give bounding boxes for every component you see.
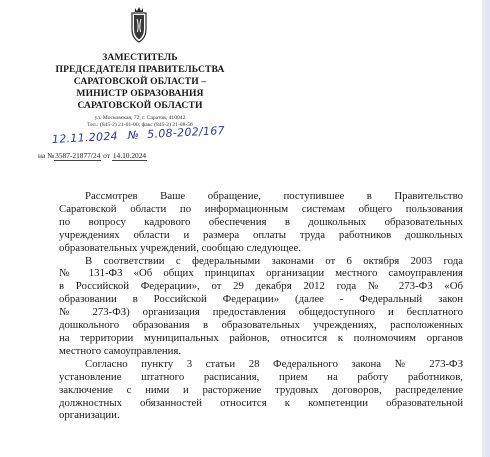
handwritten-number: 5.08-202/167: [146, 123, 226, 142]
body-line: местного самоуправления.: [59, 344, 182, 357]
coat-of-arms-icon: [128, 5, 150, 45]
handwritten-date: 12.11.2024: [51, 129, 119, 146]
handwritten-number-prefix: №: [127, 128, 140, 143]
body-line: Рассмотрев Ваше обращение, поступившее в Правительство: [85, 190, 463, 202]
reference-date: 14.10.2024: [112, 151, 147, 160]
body-line: установление штатного расписания, прием на работу работников,: [59, 370, 463, 383]
body-line: Саратовской области по информационным системам общего пользования: [59, 202, 463, 215]
body-line: Согласно пункту 3 статьи 28 Федерального закона № 273-ФЗ: [85, 357, 463, 370]
address-line: Тел.: (845-2) 21-01-00; факс (845-2) 21-08-56: [87, 122, 193, 128]
body-line: организации.: [59, 409, 120, 422]
body-line: в Российской Федерации», от 29 декабря 2012 года № 273-ФЗ «Об: [59, 280, 463, 293]
body-line: на территории муниципальных районов, относится к полномочиям органов: [59, 331, 463, 344]
reference-line: [38, 151, 147, 160]
letter-body: [59, 190, 463, 422]
title-line: САРАТОВСКОЙ ОБЛАСТИ –: [73, 76, 207, 87]
address-line: ул. Московская, 72, г. Саратов, 410042: [94, 115, 186, 121]
reference-prefix: на №: [38, 151, 55, 160]
sender-title: [40, 52, 240, 112]
body-line: В соответствии с федеральными законами от 6 октября 2003 года: [85, 254, 463, 267]
reference-number: 3587-21877/24: [55, 151, 101, 160]
title-line: САРАТОВСКОЙ ОБЛАСТИ: [77, 100, 203, 111]
body-line: дошкольного образования в образовательных учреждениях, расположенных: [59, 319, 463, 332]
title-line: ЗАМЕСТИТЕЛЬ: [102, 52, 178, 63]
body-line: учреждениях области и размера оплаты труда работников дошкольных: [59, 228, 463, 241]
page-edge: [482, 0, 490, 457]
body-line: № 273-ФЗ) организация предоставления общедоступного и бесплатного: [59, 306, 463, 319]
title-line: МИНИСТР ОБРАЗОВАНИЯ: [76, 88, 204, 99]
body-line: образовательных учреждений, сообщаю следующее.: [59, 241, 301, 254]
body-line: образовании в Российской Федерации» (далее - Федеральный закон: [59, 293, 463, 306]
title-line: ПРЕДСЕДАТЕЛЯ ПРАВИТЕЛЬСТВА: [55, 64, 225, 75]
reference-from: от: [103, 151, 110, 160]
body-line: должностных обязанностей относится к компетенции образовательной: [59, 396, 463, 409]
body-line: заключение с ними и расторжение трудовых договоров, распределение: [59, 383, 463, 396]
body-line: № 131-ФЗ «Об общих принципах организации местного самоуправления: [59, 267, 463, 280]
body-line: по вопросу кадрового обеспечения в дошкольных образовательных: [59, 215, 463, 228]
